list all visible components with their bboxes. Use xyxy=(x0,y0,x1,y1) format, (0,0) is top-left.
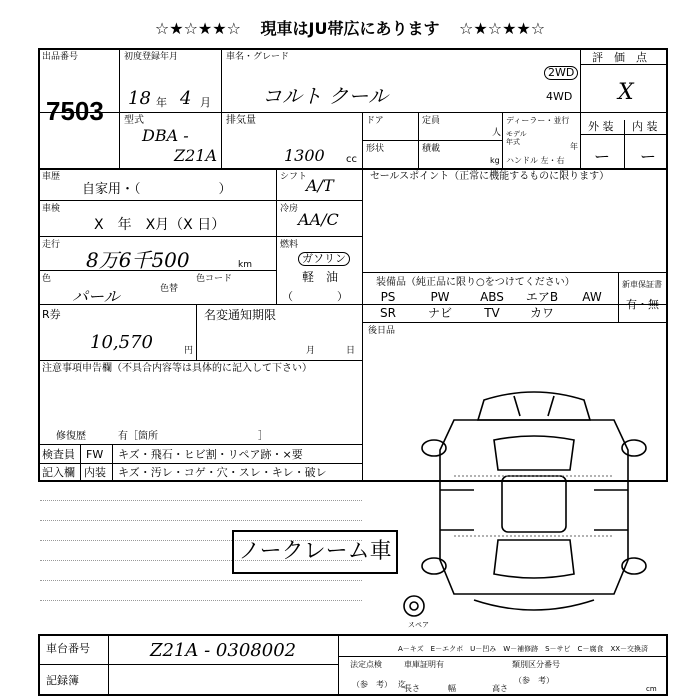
color-change-label: 色替 xyxy=(160,284,179,294)
fuel-label: 燃料 xyxy=(280,240,299,250)
equip-airbag[interactable]: エアB xyxy=(525,290,559,304)
shape-label: 形状 xyxy=(366,144,385,154)
reg-label: 初度登録年月 xyxy=(124,52,179,62)
aircon-value: AA/C xyxy=(298,210,339,229)
interior-value: ー xyxy=(640,147,657,166)
interior-label: 内 装 xyxy=(632,120,658,133)
shift-value: A/T xyxy=(306,176,334,195)
warranty-value: 有・無 xyxy=(626,298,659,311)
mileage-label: 走行 xyxy=(42,240,61,250)
month-unit: 月 xyxy=(200,96,211,109)
equip-pw[interactable]: PW xyxy=(430,290,450,304)
equip-sr[interactable]: SR xyxy=(380,306,396,320)
spare-label: スペア xyxy=(408,621,429,629)
banner-stars-left: ☆★☆★★☆ xyxy=(154,19,241,38)
chassis-label: 車台番号 xyxy=(46,642,90,655)
history-value: 自家用・（ ） xyxy=(82,182,232,197)
drive-2wd: 2WD xyxy=(544,66,578,80)
equip-navi[interactable]: ナビ xyxy=(427,306,452,320)
model-label: 型式 xyxy=(124,115,144,126)
color-label: 色 xyxy=(42,274,52,284)
load-label: 積載 xyxy=(422,144,441,154)
equip-leather[interactable]: カワ xyxy=(529,306,554,320)
fuel-diesel: 軽 油 xyxy=(302,270,339,284)
equip-ps[interactable]: PS xyxy=(380,290,396,304)
repair-label: 修復歴 xyxy=(56,431,86,442)
yen-unit: 円 xyxy=(184,346,194,356)
reg-month: 4 xyxy=(180,88,192,109)
banner-text: 現車はJU帯広にあります xyxy=(260,19,440,38)
legal-till: 迄 xyxy=(398,680,406,689)
model-value-1: DBA - xyxy=(142,126,189,145)
handle-label: ハンドル 左・右 xyxy=(506,156,565,165)
year-unit: 年 xyxy=(156,96,167,109)
caution-label: 注意事項申告欄（不具合内容等は具体的に記入して下さい） xyxy=(42,363,312,374)
capacity-label: 定員 xyxy=(422,116,441,126)
fw-label: FW xyxy=(86,448,104,461)
top-banner xyxy=(0,18,700,40)
sales-label: セールスポイント（正常に機能するものに限ります） xyxy=(370,171,610,182)
inspection-value: X 年 X月（X 日） xyxy=(94,217,226,233)
lot-label: 出品番号 xyxy=(42,52,79,62)
notice-month: 月 xyxy=(306,346,316,356)
legal-sub: （参 考） xyxy=(352,680,392,689)
equip-label: 装備品（純正品に限り○をつけてください） xyxy=(376,277,575,288)
cc-label: 排気量 xyxy=(226,115,256,126)
legal-label: 法定点検 xyxy=(350,660,382,669)
name-value: コルト クール xyxy=(262,84,388,108)
exterior-value: ー xyxy=(594,147,611,166)
fuel-other: （ ） xyxy=(282,290,348,303)
fw-text: キズ・飛石・ヒビ割・リペア跡・×要 xyxy=(118,448,303,461)
class-sub: （参 考） xyxy=(514,676,554,685)
notice-label: 名変通知期限 xyxy=(204,308,277,322)
history-label: 車歴 xyxy=(42,172,61,182)
model-value-2: Z21A xyxy=(174,146,218,165)
stamp-text: ノークレーム車 xyxy=(238,539,392,564)
person-unit: 人 xyxy=(492,128,502,138)
cm-unit: cm xyxy=(646,685,657,693)
record-label: 記録簿 xyxy=(46,674,79,687)
km-unit: km xyxy=(238,260,252,270)
reg-year: 18 xyxy=(128,88,151,109)
equipment-grid xyxy=(366,290,614,320)
mileage-value: 8万6千500 xyxy=(86,248,190,272)
door-label: ドア xyxy=(366,116,384,126)
width-label: 幅 xyxy=(448,684,456,693)
int-text: キズ・汚レ・コゲ・穴・スレ・キレ・破レ xyxy=(118,466,327,479)
kg-unit: kg xyxy=(490,156,500,165)
equip-tv[interactable]: TV xyxy=(484,306,500,320)
cert-label: 車庫証明有 xyxy=(404,660,444,669)
eval-value: X xyxy=(618,80,634,105)
aircon-label: 冷房 xyxy=(280,204,299,214)
lot-number: 7503 xyxy=(46,96,104,126)
length-label: 長さ xyxy=(404,684,420,693)
no-claim-stamp xyxy=(232,530,398,574)
repair-value: 有［箇所 ］ xyxy=(118,431,268,442)
inspection-label: 車検 xyxy=(42,204,61,214)
equip-aw[interactable]: AW xyxy=(582,290,602,304)
height-label: 高さ xyxy=(492,684,508,693)
shift-label: シフト xyxy=(280,172,308,182)
recycle-value: 10,570 xyxy=(90,332,153,353)
chassis-value: Z21A - 0308002 xyxy=(150,640,297,661)
warranty-label: 新車保証書 xyxy=(622,280,662,289)
year-suffix: 年 xyxy=(570,142,578,151)
dealer-label: ディーラー・並行 xyxy=(506,116,570,125)
equip-abs[interactable]: ABS xyxy=(480,290,504,304)
inspector-label: 検査員 xyxy=(42,448,75,461)
model-year-label: モデル 年式 xyxy=(506,130,527,146)
class-label: 類別区分番号 xyxy=(512,660,560,669)
cc-unit: cc xyxy=(346,154,357,165)
rear-label: 後日品 xyxy=(368,326,396,336)
car-diagram xyxy=(394,380,674,636)
recycle-label: R券 xyxy=(42,308,61,321)
int-label: 内装 xyxy=(84,466,106,479)
name-label: 車名・グレード xyxy=(226,52,290,62)
eval-label: 評 価 点 xyxy=(592,51,647,64)
color-code-label: 色コード xyxy=(196,274,233,284)
color-value: パール xyxy=(72,287,120,306)
entry-label: 記入欄 xyxy=(42,466,75,479)
banner-stars-right: ☆★☆★★☆ xyxy=(459,19,546,38)
fuel-gasoline: ガソリン xyxy=(298,252,350,266)
notice-day: 日 xyxy=(346,346,356,356)
exterior-label: 外 装 xyxy=(588,120,614,133)
drive-4wd: 4WD xyxy=(546,90,573,103)
cc-value: 1300 xyxy=(284,146,325,165)
damage-legend: A－キズ E－エクボ U－凹み W－補修跡 S－サビ C－腐食 XX－交換済 xyxy=(398,645,649,653)
